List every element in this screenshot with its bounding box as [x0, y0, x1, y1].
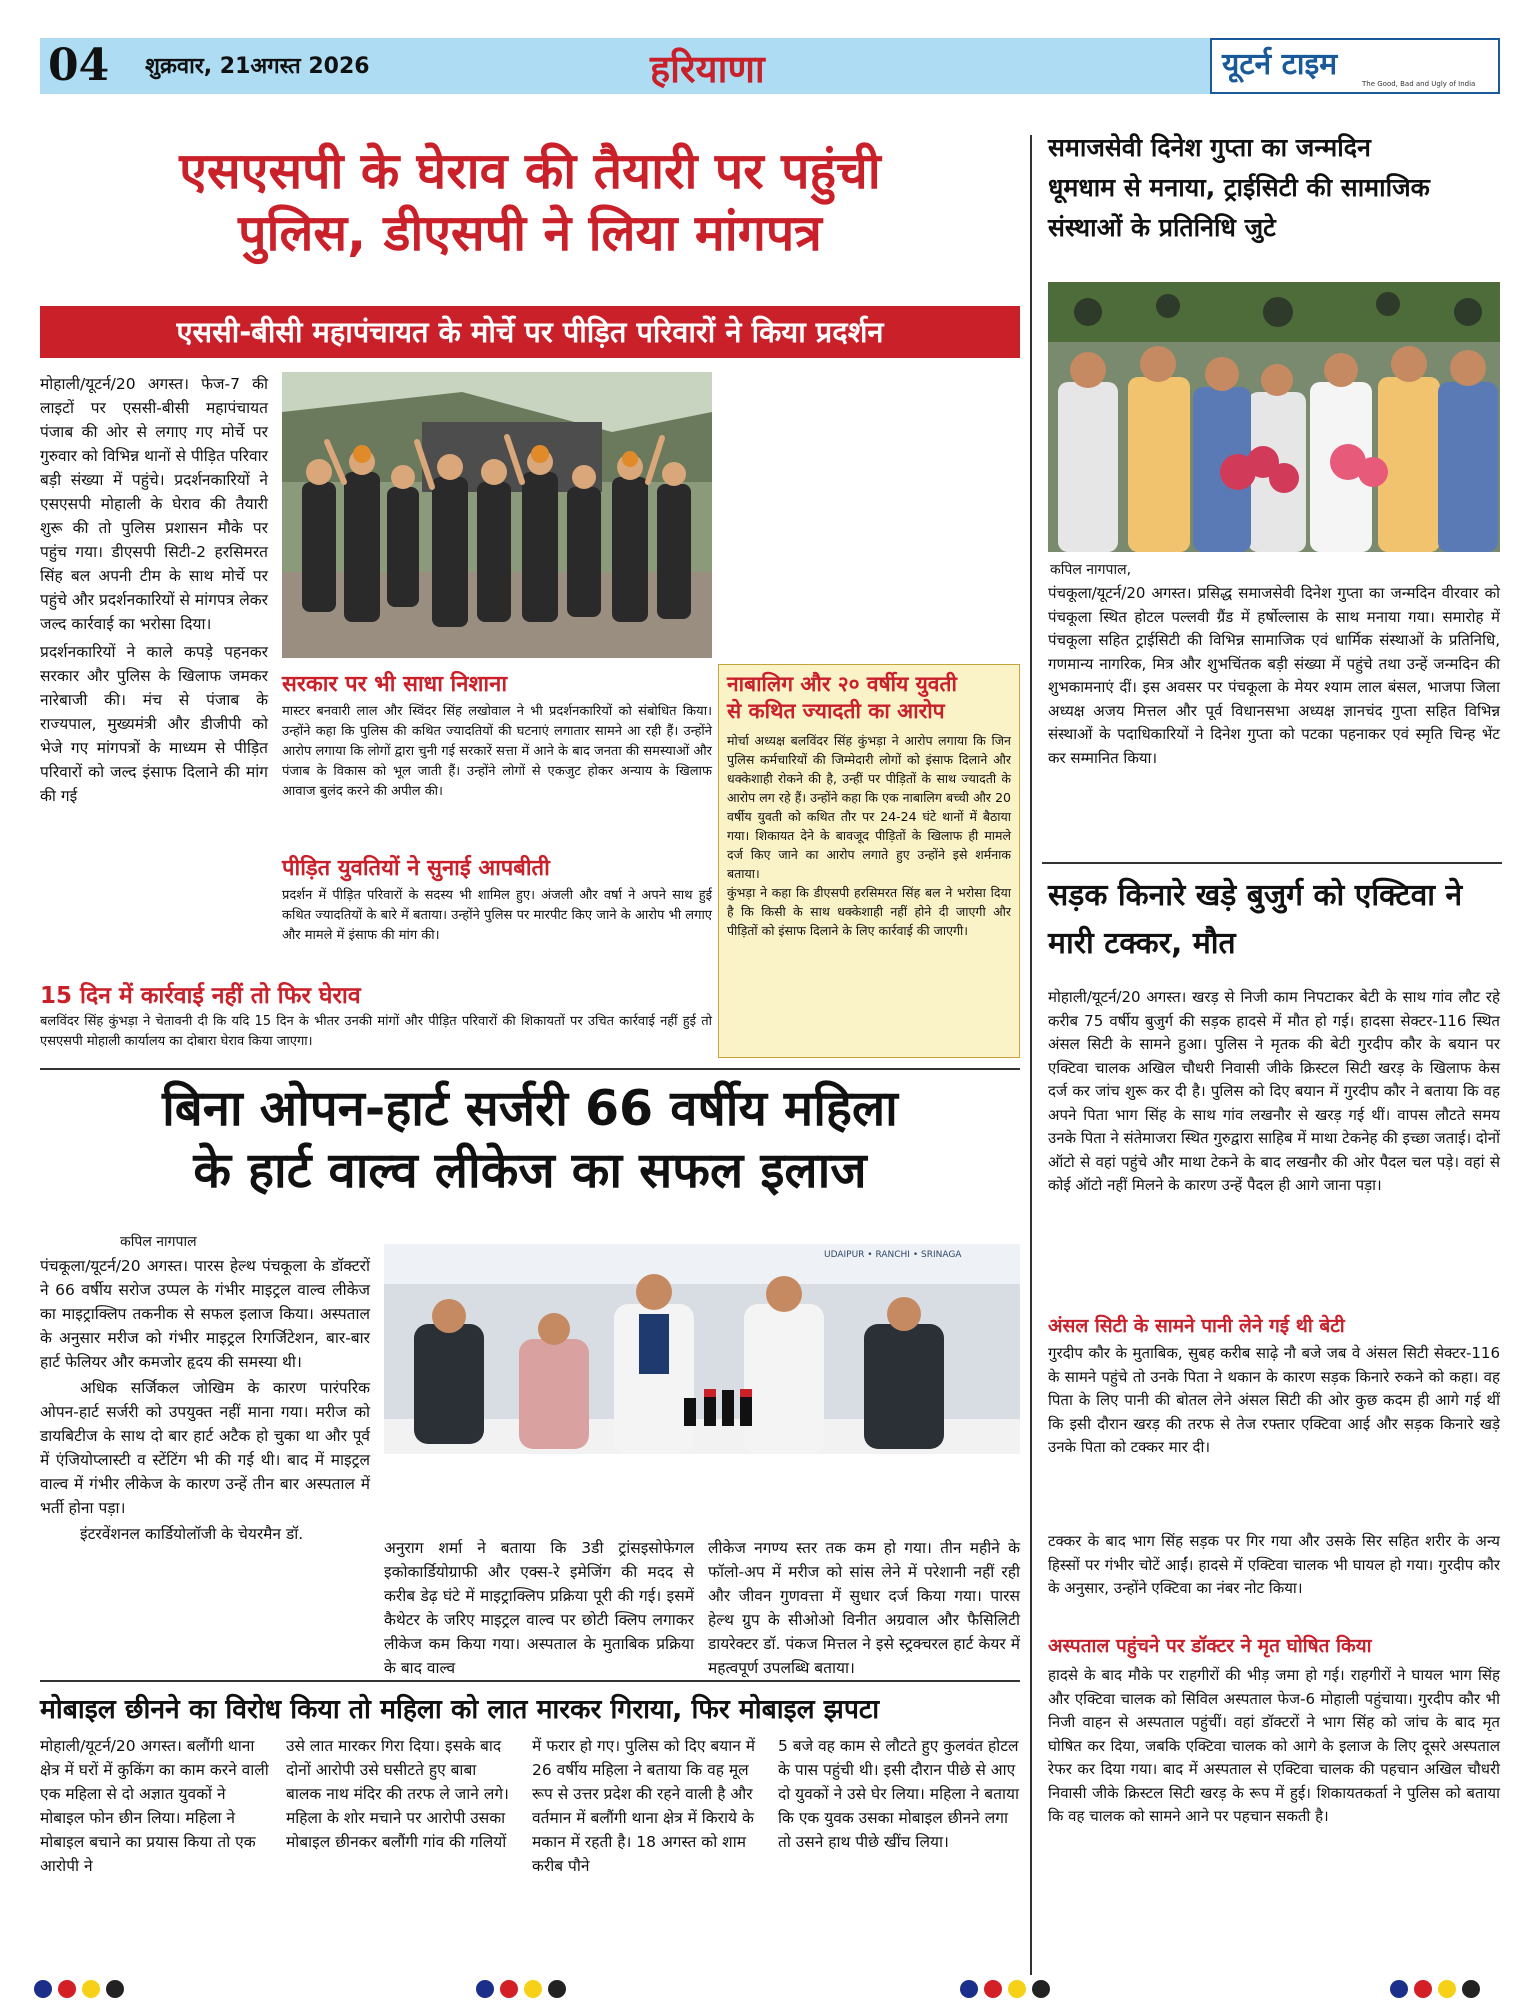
- story1-box-text2: कुंभड़ा ने कहा कि डीएसपी हरसिमरत सिंह बल ने भरोसा दिया है कि किसी के साथ धक्केशाही नहीं होने दी जाएगी और पीड़ितों को इंसाफ दिलाने के लिए कार्रवाई की जाएगी।: [727, 885, 1011, 938]
- story2-headline: [40, 1078, 1020, 1202]
- story2-headline-line1: बिना ओपन-हार्ट सर्जरी 66 वर्षीय महिला: [162, 1080, 898, 1137]
- story4-headline-line1: समाजसेवी दिनेश गुप्ता का जन्मदिन: [1048, 133, 1371, 162]
- registration-dot: [82, 1980, 100, 1998]
- story1-banner: एससी-बीसी महापंचायत के मोर्चे पर पीड़ित परिवारों ने किया प्रदर्शन: [40, 306, 1020, 358]
- story1-sub1: सरकार पर भी साधा निशाना: [282, 672, 508, 697]
- story1-headline: [40, 140, 1020, 264]
- masthead-tagline: The Good, Bad and Ugly of India: [1362, 80, 1476, 88]
- story5-text2: गुरदीप कौर के मुताबिक, सुबह करीब साढ़े नौ बजे जब वे अंसल सिटी सेक्टर-116 के सामने पहुंचे तो उनके पिता ने थकान के कारण सड़क किनारे रुकने को कहा। वह पिता के लिए पानी की बोतल लेने अंसल सिटी की ओर कुछ कदम ही आगे गई थीं कि इसी दौरान खरड़ की तरफ से तेज रफ्तार एक्टिवा आई और सड़क किनारे खड़े उनके पिता को टक्कर मार दी।: [1048, 1344, 1500, 1456]
- press-conference-photo: [384, 1244, 1020, 1526]
- registration-dot: [1032, 1980, 1050, 1998]
- story2-column2: अनुराग शर्मा ने बताया कि 3डी ट्रांसइसोफेगल इकोकार्डियोग्राफी और एक्स-रे इमेजिंग की मदद से करीब डेढ़ घंटे में माइट्राक्लिप प्रक्रिया पूरी की गई। इसमें कैथेटर के जरिए माइट्रल वाल्व पर छोटी क्लिप लगाकर लीकेज कम किया गया। अस्पताल के मुताबिक प्रक्रिया के बाद वाल्व: [384, 1539, 694, 1677]
- story1-col1-para1: मोहाली/यूटर्न/20 अगस्त। फेज-7 की लाइटों पर एससी-बीसी महापंचायत पंजाब की ओर से लगाए गए मोर्चे पर गुरुवार को विभिन्न थानों से पीड़ित परिवार बड़ी संख्या में पहुंचे। प्रदर्शनकारियों ने एसएसपी मोहाली के घेराव की तैयारी शुरू की तो पुलिस प्रशासन मौके पर पहुंच गया। डीएसपी सिटी-2 हरसिमरत सिंह बल अपनी टीम के साथ मोर्चे पर पहुंचे और प्रदर्शनकारियों से मांगपत्र लेकर जल्द कार्रवाई का भरोसा दिया।: [40, 375, 268, 633]
- registration-marks-left: [34, 1980, 124, 1998]
- registration-dot: [1438, 1980, 1456, 1998]
- protest-photo: [282, 372, 712, 658]
- registration-dot: [1462, 1980, 1480, 1998]
- page-number: 04: [48, 40, 110, 91]
- story5-sub1: अंसल सिटी के सामने पानी लेने गई थी बेटी: [1048, 1315, 1345, 1337]
- column-divider: [1030, 135, 1032, 1975]
- story3-column4: 5 बजे वह काम से लौटते हुए कुलवंत होटल के पास पहुंची थी। इसी दौरान पीछे से आए दो युवकों ने उसे घेर लिया। महिला ने बताया कि एक युवक उसका मोबाइल छीनने लगा तो उसने हाथ पीछे खींच लिया।: [778, 1737, 1020, 1851]
- story1-column1: [40, 372, 268, 808]
- story5-text3: टक्कर के बाद भाग सिंह सड़क पर गिर गया और उसके सिर सहित शरीर के अन्य हिस्सों पर गंभीर चोटें आईं। हादसे में एक्टिवा चालक भी घायल हो गया। गुरदीप कौर के अनुसार, उन्होंने एक्टिवा का नंबर नोट किया।: [1048, 1532, 1500, 1597]
- masthead-logo: [1210, 38, 1500, 94]
- registration-dot: [960, 1980, 978, 1998]
- story2-column3: लीकेज नगण्य स्तर तक कम हो गया। तीन महीने के फॉलो-अप में मरीज को सांस लेने में परेशानी नहीं रही और जीवन गुणवत्ता में सुधार दर्ज किया गया। पारस हेल्थ ग्रुप के सीओओ विनीत अग्रवाल और फैसिलिटी डायरेक्टर डॉ. पंकज मित्तल ने इसे स्ट्रक्चरल हार्ट केयर में महत्वपूर्ण उपलब्धि बताया।: [708, 1539, 1020, 1677]
- story5-text4: हादसे के बाद मौके पर राहगीरों की भीड़ जमा हो गई। राहगीरों ने घायल भाग सिंह और एक्टिवा चालक को सिविल अस्पताल फेज-6 मोहाली पहुंचाया। गुरदीप कौर भी निजी वाहन से अस्पताल पहुंचीं। वहां डॉक्टरों ने भाग सिंह को जांच के बाद मृत घोषित कर दिया, जबकि एक्टिवा चालक को आगे के इलाज के लिए दूसरे अस्पताल रेफर कर दिया गया। बाद में अस्पताल से एक्टिवा चालक की पहचान अखिल चौधरी निवासी जीके क्रिस्टल सिटी खरड़ के रूप में हुई। शिकायतकर्ता ने पुलिस को बताया कि वह चालक को सामने आने पर पहचान सकती है।: [1048, 1666, 1500, 1825]
- section-divider: [40, 1680, 1020, 1682]
- section-divider: [1042, 862, 1502, 864]
- photo-banner-text: UDAIPUR • RANCHI • SRINAGA: [824, 1250, 962, 1260]
- story1-box-title-line1: नाबालिग और २० वर्षीय युवती: [727, 672, 957, 696]
- story4-headline: [1048, 128, 1508, 248]
- story1-sub1-text: मास्टर बनवारी लाल और स्विंदर सिंह लखोवाल ने भी प्रदर्शनकारियों को संबोधित किया। उन्होंने कहा कि पुलिस की कथित ज्यादतियों की घटनाएं लगातार सामने आ रही हैं। उन्होंने आरोप लगाया कि लोगों द्वारा चुनी गई सरकारें सत्ता में आने के बाद जनता की समस्याओं और पंजाब के विकास को भूल जाती हैं। उन्होंने लोगों से एकजुट होकर अन्याय के खिलाफ आवाज बुलंद करने की अपील की।: [282, 704, 712, 799]
- story1-headline-line1: एसएसपी के घेराव की तैयारी पर पहुंची: [179, 142, 881, 200]
- page-header: [40, 38, 1500, 94]
- registration-marks-center: [476, 1980, 566, 1998]
- story1-sub2-text: प्रदर्शन में पीड़ित परिवारों के सदस्य भी शामिल हुए। अंजली और वर्षा ने अपने साथ हुई कथित ज्यादतियों के बारे में बताया। उन्होंने पुलिस पर मारपीट किए जाने के आरोप भी लगाए और मामले में इंसाफ की मांग की।: [282, 888, 712, 943]
- story1-col1-para2: प्रदर्शनकारियों ने काले कपड़े पहनकर सरकार और पुलिस के खिलाफ जमकर नारेबाजी की। मंच से पंजाब के राज्यपाल, मुख्यमंत्री और डीजीपी को भेजे गए मांगपत्रों के माध्यम से पीड़ित परिवारों को जल्द इंसाफ दिलाने की मांग की गई: [40, 643, 268, 805]
- story5-sub2: अस्पताल पहुंचने पर डॉक्टर ने मृत घोषित किया: [1048, 1635, 1372, 1657]
- story4-byline: कपिल नागपाल,: [1050, 562, 1132, 578]
- story1-box-text: मोर्चा अध्यक्ष बलविंदर सिंह कुंभड़ा ने आरोप लगाया कि जिन पुलिस कर्मचारियों की जिम्मेदारी लोगों को इंसाफ दिलाने और धक्केशाही रोकने की है, उन्हीं पर पीड़ितों के साथ ज्यादती के आरोप लग रहे हैं। उन्होंने कहा कि एक नाबालिग बच्ची और 20 वर्षीय युवती को कथित तौर पर 24-24 घंटे थानों में बैठाया गया। शिकायत देने के बावजूद पीड़ितों के खिलाफ ही मामले दर्ज किए जाने का आरोप लगाते हुए उन्होंने इसे शर्मनाक बताया।: [727, 733, 1011, 881]
- story5-headline: [1048, 872, 1508, 968]
- story1-box-title: [727, 671, 1011, 725]
- story2-column1: [40, 1254, 370, 1546]
- registration-dot: [1390, 1980, 1408, 1998]
- registration-marks-far-right: [1390, 1980, 1480, 1998]
- masthead-title: यूटर्न टाइम: [1222, 47, 1338, 82]
- story1-sub3-text: बलविंदर सिंह कुंभड़ा ने चेतावनी दी कि यदि 15 दिन के भीतर उनकी मांगों और पीड़ित परिवारों की शिकायतों पर उचित कार्रवाई नहीं हुई तो एसएसपी मोहाली कार्यालय का दोबारा घेराव किया जाएगा।: [40, 1014, 712, 1049]
- registration-marks-right: [960, 1980, 1050, 1998]
- story3-headline: मोबाइल छीनने का विरोध किया तो महिला को लात मारकर गिराया, फिर मोबाइल झपटा: [40, 1694, 880, 1725]
- registration-dot: [58, 1980, 76, 1998]
- story4-headline-line3: संस्थाओं के प्रतिनिधि जुटे: [1048, 213, 1276, 242]
- story3-column1: मोहाली/यूटर्न/20 अगस्त। बलौंगी थाना क्षेत्र में घरों में कुकिंग का काम करने वाली एक महिला से दो अज्ञात युवकों ने मोबाइल फोन छीन लिया। महिला ने मोबाइल बचाने का प्रयास किया तो एक आरोपी ने: [40, 1737, 269, 1875]
- story5-headline-line2: मारी टक्कर, मौत: [1048, 926, 1236, 961]
- story2-headline-line2: के हार्ट वाल्व लीकेज का सफल इलाज: [193, 1142, 867, 1199]
- section-title: हरियाणा: [650, 47, 765, 91]
- story3-column3: में फरार हो गए। पुलिस को दिए बयान में 26 वर्षीय महिला ने बताया कि वह मूल रूप से उत्तर प्रदेश की रहने वाली है और वर्तमान में बलौंगी थाना क्षेत्र में किराये के मकान में रहती है। 18 अगस्त को शाम करीब पौने: [532, 1737, 756, 1875]
- registration-dot: [476, 1980, 494, 1998]
- story1-box-title-line2: से कथित ज्यादती का आरोप: [727, 699, 945, 723]
- story4-text: पंचकूला/यूटर्न/20 अगस्त। प्रसिद्ध समाजसेवी दिनेश गुप्ता का जन्मदिन वीरवार को पंचकूला स्थित होटल पल्लवी ग्रैंड में हर्षोल्लास के साथ मनाया गया। समारोह में पंचकूला सहित ट्राईसिटी की विभिन्न सामाजिक एवं धार्मिक संस्थाओं के प्रतिनिधि, गणमान्य नागरिक, मित्र और शुभचिंतक बड़ी संख्या में पहुंचे तथा उन्हें जन्मदिन की शुभकामनाएं दीं। इस अवसर पर पंचकूला के मेयर श्याम लाल बंसल, भाजपा जिला अध्यक्ष अजय मित्तल और पूर्व विधानसभा अध्यक्ष ज्ञानचंद गुप्ता सहित विभिन्न संस्थाओं के पदाधिकारियों ने दिनेश गुप्ता को पटका पहनाकर एवं स्मृति चिन्ह भेंट कर सम्मानित किया।: [1048, 584, 1500, 767]
- story1-sidebar-box: [718, 664, 1020, 1058]
- story2-col1-para3: इंटरवेंशनल कार्डियोलॉजी के चेयरमैन डॉ.: [80, 1525, 304, 1543]
- registration-dot: [106, 1980, 124, 1998]
- story3-column2: उसे लात मारकर गिरा दिया। इसके बाद दोनों आरोपी उसे घसीटते हुए बाबा बालक नाथ मंदिर की तरफ ले जाने लगे। महिला के शोर मचाने पर आरोपी उसका मोबाइल छीनकर बलौंगी गांव की गलियों: [286, 1737, 509, 1851]
- story1-sub2: पीड़ित युवतियों ने सुनाई आपबीती: [282, 856, 550, 881]
- story2-col1-para1: पंचकूला/यूटर्न/20 अगस्त। पारस हेल्थ पंचकूला के डॉक्टरों ने 66 वर्षीय सरोज उप्पल के गंभीर माइट्रल वाल्व लीकेज का माइट्राक्लिप तकनीक से सफल इलाज किया। अस्पताल के अनुसार मरीज को गंभीर माइट्रल रिगर्जिटेशन, बार-बार हार्ट फेलियर और कमजोर हृदय की समस्या थी।: [40, 1257, 370, 1371]
- registration-dot: [548, 1980, 566, 1998]
- registration-dot: [500, 1980, 518, 1998]
- registration-dot: [34, 1980, 52, 1998]
- registration-dot: [524, 1980, 542, 1998]
- story1-sub3: 15 दिन में कार्रवाई नहीं तो फिर घेराव: [40, 983, 361, 1009]
- birthday-photo: [1048, 282, 1500, 552]
- registration-dot: [984, 1980, 1002, 1998]
- story1-headline-line2: पुलिस, डीएसपी ने लिया मांगपत्र: [238, 204, 822, 262]
- story5-text1: मोहाली/यूटर्न/20 अगस्त। खरड़ से निजी काम निपटाकर बेटी के साथ गांव लौट रहे करीब 75 वर्षीय बुजुर्ग की सड़क हादसे में मौत हो गई। हादसा सेक्टर-116 स्थित अंसल सिटी के सामने हुआ। पुलिस ने मृतक की बेटी गुरदीप कौर के बयान पर एक्टिवा चालक अखिल चौधरी निवासी जीके क्रिस्टल सिटी खरड़ के खिलाफ केस दर्ज कर जांच शुरू कर दी है। पुलिस को दिए बयान में गुरदीप कौर ने बताया कि वह अपने पिता भाग सिंह के साथ गांव लखनौर से खरड़ गई थीं। वापस लौटते समय उनके पिता ने संतेमाजरा स्थित गुरुद्वारा साहिब में माथा टेकनेह की इच्छा जताई। दोनों ऑटो से वहां पहुंचे और माथा टेकने के बाद लखनौर की ओर पैदल चल पड़े। वहां से कोई ऑटो नहीं मिलने के कारण उन्हें पैदल ही आगे जाना पड़ा।: [1048, 988, 1500, 1194]
- registration-dot: [1008, 1980, 1026, 1998]
- issue-date: शुक्रवार, 21अगस्त 2026: [145, 54, 370, 79]
- story5-headline-line1: सड़क किनारे खड़े बुजुर्ग को एक्टिवा ने: [1048, 878, 1463, 913]
- registration-dot: [1414, 1980, 1432, 1998]
- section-divider: [40, 1068, 1020, 1070]
- story4-headline-line2: धूमधाम से मनाया, ट्राईसिटी की सामाजिक: [1048, 173, 1430, 202]
- story2-byline: कपिल नागपाल: [120, 1234, 197, 1250]
- story2-col1-para2: अधिक सर्जिकल जोखिम के कारण पारंपरिक ओपन-हार्ट सर्जरी को उपयुक्त नहीं माना गया। मरीज को डायबिटीज के साथ दो बार हार्ट अटैक हो चुका था और पूर्व में एंजियोप्लास्टी व स्टेंटिंग भी की गई थी। बाद में माइट्रल वाल्व में गंभीर लीकेज के कारण उन्हें तीन बार अस्पताल में भर्ती होना पड़ा।: [40, 1379, 370, 1517]
